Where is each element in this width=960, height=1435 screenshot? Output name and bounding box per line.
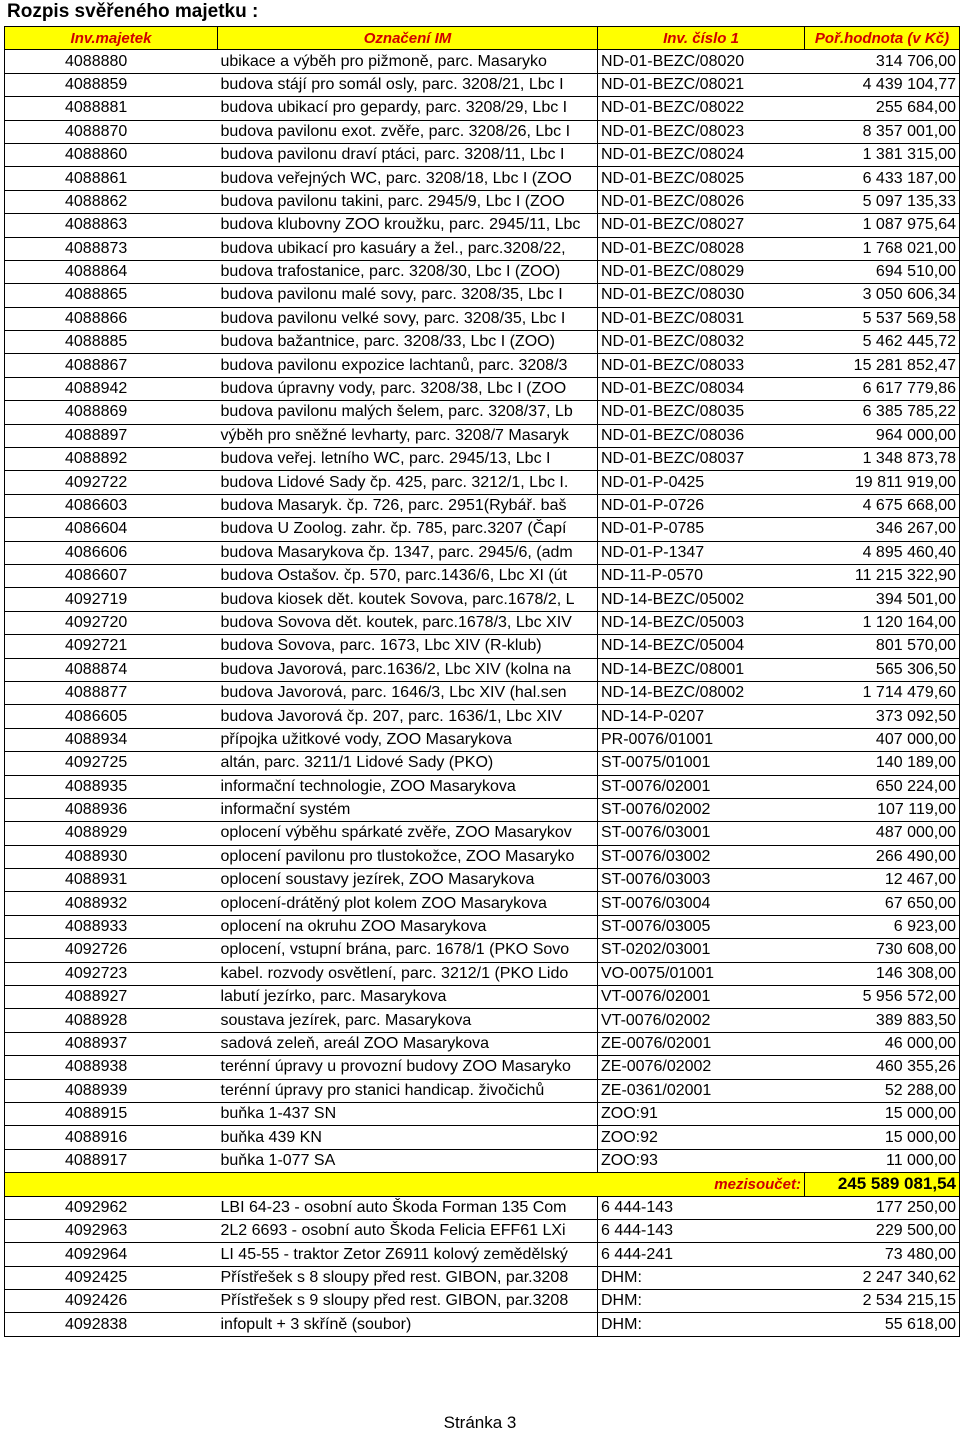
inv-majetek-cell: 4088864 (5, 260, 218, 283)
table-row (5, 1079, 960, 1102)
inv-majetek-cell: 4088936 (5, 798, 218, 821)
inv-cislo-cell: ND-01-P-0726 (598, 494, 805, 517)
oznaceni-cell: budova Masaryk. čp. 726, parc. 2951(Rybář. baš (218, 494, 598, 517)
inv-majetek-cell: 4092964 (5, 1243, 218, 1266)
hodnota-cell: 1 381 315,00 (805, 143, 960, 166)
oznaceni-cell: kabel. rozvody osvětlení, parc. 3212/1 (PKO Lido (218, 962, 598, 985)
inv-majetek-cell: 4088892 (5, 448, 218, 471)
inv-cislo-cell: ND-01-BEZC/08033 (598, 354, 805, 377)
inv-cislo-cell: ZE-0076/02002 (598, 1056, 805, 1079)
table-row (5, 962, 960, 985)
oznaceni-cell: budova Ostašov. čp. 570, parc.1436/6, Lbc XI (út (218, 564, 598, 587)
inv-cislo-cell: ND-14-BEZC/08002 (598, 681, 805, 704)
col-header-inv-majetek: Inv.majetek (5, 27, 218, 50)
inv-cislo-cell: ZOO:91 (598, 1102, 805, 1125)
table-row (5, 214, 960, 237)
table-row (5, 167, 960, 190)
inv-majetek-cell: 4092722 (5, 471, 218, 494)
inv-cislo-cell: ST-0076/02001 (598, 775, 805, 798)
inv-majetek-cell: 4086604 (5, 518, 218, 541)
oznaceni-cell: infopult + 3 skříně (soubor) (218, 1313, 598, 1336)
table-row (5, 284, 960, 307)
oznaceni-cell: oplocení-drátěný plot kolem ZOO Masarykova (218, 892, 598, 915)
inv-cislo-cell: ND-01-BEZC/08029 (598, 260, 805, 283)
table-row (5, 73, 960, 96)
oznaceni-cell: informační systém (218, 798, 598, 821)
inv-majetek-cell: 4092426 (5, 1290, 218, 1313)
table-row (5, 611, 960, 634)
oznaceni-cell: budova pavilonu exot. zvěře, parc. 3208/26, Lbc I (218, 120, 598, 143)
hodnota-cell: 52 288,00 (805, 1079, 960, 1102)
inv-majetek-cell: 4088880 (5, 50, 218, 73)
inv-cislo-cell: ND-01-BEZC/08026 (598, 190, 805, 213)
inv-cislo-cell: ND-01-P-1347 (598, 541, 805, 564)
oznaceni-cell: budova stájí pro somál osly, parc. 3208/21, Lbc I (218, 73, 598, 96)
inv-majetek-cell: 4088862 (5, 190, 218, 213)
inv-cislo-cell: DHM: (598, 1266, 805, 1289)
inv-cislo-cell: ND-01-BEZC/08037 (598, 448, 805, 471)
table-row (5, 448, 960, 471)
inv-majetek-cell: 4088885 (5, 331, 218, 354)
oznaceni-cell: budova Lidové Sady čp. 425, parc. 3212/1, Lbc I. (218, 471, 598, 494)
table-row (5, 986, 960, 1009)
inv-cislo-cell: ND-01-BEZC/08035 (598, 401, 805, 424)
hodnota-cell: 407 000,00 (805, 728, 960, 751)
hodnota-cell: 6 433 187,00 (805, 167, 960, 190)
inv-majetek-cell: 4088861 (5, 167, 218, 190)
inv-majetek-cell: 4088873 (5, 237, 218, 260)
hodnota-cell: 5 462 445,72 (805, 331, 960, 354)
inv-majetek-cell: 4092720 (5, 611, 218, 634)
table-row (5, 1290, 960, 1313)
table-row (5, 705, 960, 728)
inv-cislo-cell: ND-01-P-0785 (598, 518, 805, 541)
hodnota-cell: 12 467,00 (805, 869, 960, 892)
oznaceni-cell: budova Sovova dět. koutek, parc.1678/3, Lbc XIV (218, 611, 598, 634)
table-row (5, 494, 960, 517)
table-row (5, 354, 960, 377)
oznaceni-cell: budova veřej. letního WC, parc. 2945/13, Lbc I (218, 448, 598, 471)
hodnota-cell: 487 000,00 (805, 822, 960, 845)
inv-cislo-cell: ND-01-BEZC/08031 (598, 307, 805, 330)
table-row (5, 190, 960, 213)
hodnota-cell: 565 306,50 (805, 658, 960, 681)
oznaceni-cell: labutí jezírko, parc. Masarykova (218, 986, 598, 1009)
inv-cislo-cell: ST-0076/03001 (598, 822, 805, 845)
table-row (5, 120, 960, 143)
oznaceni-cell: budova ubikací pro gepardy, parc. 3208/29, Lbc I (218, 97, 598, 120)
table-row (5, 845, 960, 868)
inv-cislo-cell: VO-0075/01001 (598, 962, 805, 985)
inv-cislo-cell: ND-14-BEZC/08001 (598, 658, 805, 681)
oznaceni-cell: budova Javorová, parc.1636/2, Lbc XIV (kolna na (218, 658, 598, 681)
hodnota-cell: 229 500,00 (805, 1219, 960, 1242)
inv-cislo-cell: 6 444-241 (598, 1243, 805, 1266)
inv-majetek-cell: 4088865 (5, 284, 218, 307)
table-row (5, 1126, 960, 1149)
table-row (5, 869, 960, 892)
oznaceni-cell: oplocení výběhu spárkaté zvěře, ZOO Masarykov (218, 822, 598, 845)
table-row (5, 1266, 960, 1289)
table-row (5, 471, 960, 494)
oznaceni-cell: altán, parc. 3211/1 Lidové Sady (PKO) (218, 752, 598, 775)
table-row (5, 143, 960, 166)
oznaceni-cell: výběh pro sněžné levharty, parc. 3208/7 Masaryk (218, 424, 598, 447)
hodnota-cell: 5 956 572,00 (805, 986, 960, 1009)
inv-majetek-cell: 4092721 (5, 635, 218, 658)
inv-cislo-cell: 6 444-143 (598, 1196, 805, 1219)
hodnota-cell: 964 000,00 (805, 424, 960, 447)
inv-cislo-cell: ND-01-BEZC/08024 (598, 143, 805, 166)
oznaceni-cell: budova ubikací pro kasuáry a žel., parc.3208/22, (218, 237, 598, 260)
hodnota-cell: 801 570,00 (805, 635, 960, 658)
oznaceni-cell: ubikace a výběh pro pižmoně, parc. Masaryko (218, 50, 598, 73)
header-row (5, 27, 960, 50)
inv-majetek-cell: 4088934 (5, 728, 218, 751)
oznaceni-cell: budova Masarykova čp. 1347, parc. 2945/6, (adm (218, 541, 598, 564)
hodnota-cell: 15 000,00 (805, 1102, 960, 1125)
table-row (5, 237, 960, 260)
oznaceni-cell: budova pavilonu expozice lachtanů, parc. 3208/3 (218, 354, 598, 377)
inv-cislo-cell: 6 444-143 (598, 1219, 805, 1242)
oznaceni-cell: oplocení, vstupní brána, parc. 1678/1 (PKO Sovo (218, 939, 598, 962)
inv-cislo-cell: VT-0076/02002 (598, 1009, 805, 1032)
oznaceni-cell: oplocení soustavy jezírek, ZOO Masarykova (218, 869, 598, 892)
inv-cislo-cell: ZOO:92 (598, 1126, 805, 1149)
inv-majetek-cell: 4088869 (5, 401, 218, 424)
inv-cislo-cell: ND-01-BEZC/08032 (598, 331, 805, 354)
asset-table (4, 26, 960, 1337)
hodnota-cell: 5 097 135,33 (805, 190, 960, 213)
hodnota-cell: 11 215 322,90 (805, 564, 960, 587)
inv-cislo-cell: ND-01-BEZC/08036 (598, 424, 805, 447)
hodnota-cell: 389 883,50 (805, 1009, 960, 1032)
table-row (5, 424, 960, 447)
table-row (5, 1243, 960, 1266)
inv-cislo-cell: ST-0076/03003 (598, 869, 805, 892)
col-header-inv-cislo: Inv. číslo 1 (598, 27, 805, 50)
hodnota-cell: 4 895 460,40 (805, 541, 960, 564)
oznaceni-cell: budova U Zoolog. zahr. čp. 785, parc.3207 (Čapí (218, 518, 598, 541)
inv-cislo-cell: ST-0202/03001 (598, 939, 805, 962)
inv-majetek-cell: 4088916 (5, 1126, 218, 1149)
inv-cislo-cell: ND-14-P-0207 (598, 705, 805, 728)
subtotal-label: mezisoučet: (5, 1173, 805, 1196)
inv-cislo-cell: DHM: (598, 1313, 805, 1336)
table-row (5, 822, 960, 845)
inv-cislo-cell: ND-01-BEZC/08022 (598, 97, 805, 120)
hodnota-cell: 140 189,00 (805, 752, 960, 775)
hodnota-cell: 4 675 668,00 (805, 494, 960, 517)
inv-majetek-cell: 4088942 (5, 377, 218, 400)
col-header-por-hodnota: Poř.hodnota (v Kč) (805, 27, 960, 50)
inv-majetek-cell: 4086603 (5, 494, 218, 517)
oznaceni-cell: buňka 439 KN (218, 1126, 598, 1149)
hodnota-cell: 5 537 569,58 (805, 307, 960, 330)
hodnota-cell: 6 923,00 (805, 915, 960, 938)
inv-cislo-cell: ZE-0076/02001 (598, 1032, 805, 1055)
inv-majetek-cell: 4088863 (5, 214, 218, 237)
col-header-oznaceni: Označení IM (218, 27, 598, 50)
inv-majetek-cell: 4092726 (5, 939, 218, 962)
inv-majetek-cell: 4088877 (5, 681, 218, 704)
inv-majetek-cell: 4092725 (5, 752, 218, 775)
hodnota-cell: 266 490,00 (805, 845, 960, 868)
hodnota-cell: 73 480,00 (805, 1243, 960, 1266)
oznaceni-cell: Přístřešek s 8 sloupy před rest. GIBON, par.3208 (218, 1266, 598, 1289)
oznaceni-cell: terénní úpravy pro stanici handicap. živočichů (218, 1079, 598, 1102)
table-row (5, 588, 960, 611)
inv-majetek-cell: 4088932 (5, 892, 218, 915)
hodnota-cell: 1 348 873,78 (805, 448, 960, 471)
inv-cislo-cell: ND-01-BEZC/08034 (598, 377, 805, 400)
oznaceni-cell: budova klubovny ZOO kroužku, parc. 2945/11, Lbc (218, 214, 598, 237)
hodnota-cell: 373 092,50 (805, 705, 960, 728)
hodnota-cell: 19 811 919,00 (805, 471, 960, 494)
oznaceni-cell: budova bažantnice, parc. 3208/33, Lbc I (ZOO) (218, 331, 598, 354)
inv-cislo-cell: ZE-0361/02001 (598, 1079, 805, 1102)
inv-cislo-cell: ND-01-BEZC/08027 (598, 214, 805, 237)
subtotal-row (5, 1173, 960, 1196)
table-row (5, 681, 960, 704)
oznaceni-cell: budova veřejných WC, parc. 3208/18, Lbc I (ZOO (218, 167, 598, 190)
inv-cislo-cell: ST-0075/01001 (598, 752, 805, 775)
table-row (5, 798, 960, 821)
inv-majetek-cell: 4088939 (5, 1079, 218, 1102)
hodnota-cell: 177 250,00 (805, 1196, 960, 1219)
inv-majetek-cell: 4088938 (5, 1056, 218, 1079)
oznaceni-cell: budova pavilonu takini, parc. 2945/9, Lbc I (ZOO (218, 190, 598, 213)
table-row (5, 1009, 960, 1032)
inv-majetek-cell: 4088931 (5, 869, 218, 892)
inv-majetek-cell: 4088928 (5, 1009, 218, 1032)
hodnota-cell: 1 120 164,00 (805, 611, 960, 634)
hodnota-cell: 650 224,00 (805, 775, 960, 798)
hodnota-cell: 11 000,00 (805, 1149, 960, 1172)
inv-majetek-cell: 4092963 (5, 1219, 218, 1242)
inv-cislo-cell: ND-01-BEZC/08021 (598, 73, 805, 96)
inv-majetek-cell: 4088874 (5, 658, 218, 681)
oznaceni-cell: budova pavilonu malých šelem, parc. 3208/37, Lb (218, 401, 598, 424)
inv-cislo-cell: VT-0076/02001 (598, 986, 805, 1009)
inv-majetek-cell: 4092838 (5, 1313, 218, 1336)
page-footer: Stránka 3 (443, 1413, 517, 1432)
table-row (5, 1032, 960, 1055)
table-row (5, 541, 960, 564)
inv-cislo-cell: ZOO:93 (598, 1149, 805, 1172)
inv-majetek-cell: 4088933 (5, 915, 218, 938)
table-row (5, 1056, 960, 1079)
oznaceni-cell: buňka 1-077 SA (218, 1149, 598, 1172)
table-row (5, 1149, 960, 1172)
hodnota-cell: 2 534 215,15 (805, 1290, 960, 1313)
hodnota-cell: 3 050 606,34 (805, 284, 960, 307)
table-row (5, 1102, 960, 1125)
inv-cislo-cell: ST-0076/02002 (598, 798, 805, 821)
oznaceni-cell: budova pavilonu draví ptáci, parc. 3208/11, Lbc I (218, 143, 598, 166)
table-row (5, 377, 960, 400)
inv-majetek-cell: 4088859 (5, 73, 218, 96)
oznaceni-cell: budova úpravny vody, parc. 3208/38, Lbc I (ZOO (218, 377, 598, 400)
oznaceni-cell: budova pavilonu malé sovy, parc. 3208/35, Lbc I (218, 284, 598, 307)
hodnota-cell: 1 087 975,64 (805, 214, 960, 237)
table-row (5, 728, 960, 751)
inv-cislo-cell: ND-14-BEZC/05003 (598, 611, 805, 634)
inv-majetek-cell: 4088867 (5, 354, 218, 377)
inv-majetek-cell: 4088937 (5, 1032, 218, 1055)
table-row (5, 658, 960, 681)
hodnota-cell: 15 281 852,47 (805, 354, 960, 377)
inv-majetek-cell: 4088935 (5, 775, 218, 798)
oznaceni-cell: budova Javorová, parc. 1646/3, Lbc XIV (hal.sen (218, 681, 598, 704)
table-row (5, 915, 960, 938)
hodnota-cell: 730 608,00 (805, 939, 960, 962)
hodnota-cell: 394 501,00 (805, 588, 960, 611)
hodnota-cell: 6 385 785,22 (805, 401, 960, 424)
oznaceni-cell: terénní úpravy u provozní budovy ZOO Masaryko (218, 1056, 598, 1079)
oznaceni-cell: oplocení pavilonu pro tlustokožce, ZOO Masaryko (218, 845, 598, 868)
inv-cislo-cell: ND-14-BEZC/05002 (598, 588, 805, 611)
inv-cislo-cell: ND-14-BEZC/05004 (598, 635, 805, 658)
inv-majetek-cell: 4092962 (5, 1196, 218, 1219)
hodnota-cell: 4 439 104,77 (805, 73, 960, 96)
inv-cislo-cell: ND-01-BEZC/08025 (598, 167, 805, 190)
hodnota-cell: 8 357 001,00 (805, 120, 960, 143)
inv-majetek-cell: 4088881 (5, 97, 218, 120)
inv-majetek-cell: 4088915 (5, 1102, 218, 1125)
table-row (5, 518, 960, 541)
oznaceni-cell: budova trafostanice, parc. 3208/30, Lbc I (ZOO) (218, 260, 598, 283)
oznaceni-cell: LI 45-55 - traktor Zetor Z6911 kolový zemědělský (218, 1243, 598, 1266)
table-row (5, 939, 960, 962)
inv-cislo-cell: ND-01-BEZC/08023 (598, 120, 805, 143)
oznaceni-cell: soustava jezírek, parc. Masarykova (218, 1009, 598, 1032)
inv-majetek-cell: 4092425 (5, 1266, 218, 1289)
inv-majetek-cell: 4088860 (5, 143, 218, 166)
inv-cislo-cell: ND-01-BEZC/08020 (598, 50, 805, 73)
hodnota-cell: 55 618,00 (805, 1313, 960, 1336)
table-row (5, 752, 960, 775)
table-row (5, 1313, 960, 1336)
oznaceni-cell: LBI 64-23 - osobní auto Škoda Forman 135 Com (218, 1196, 598, 1219)
inv-cislo-cell: DHM: (598, 1290, 805, 1313)
oznaceni-cell: budova Javorová čp. 207, parc. 1636/1, Lbc XIV (218, 705, 598, 728)
table-row (5, 401, 960, 424)
table-row (5, 564, 960, 587)
oznaceni-cell: sadová zeleň, areál ZOO Masarykova (218, 1032, 598, 1055)
inv-cislo-cell: ND-11-P-0570 (598, 564, 805, 587)
hodnota-cell: 1 714 479,60 (805, 681, 960, 704)
table-body (5, 50, 960, 1336)
inv-majetek-cell: 4092723 (5, 962, 218, 985)
hodnota-cell: 6 617 779,86 (805, 377, 960, 400)
table-row (5, 260, 960, 283)
inv-majetek-cell: 4086607 (5, 564, 218, 587)
oznaceni-cell: 2L2 6693 - osobní auto Škoda Felicia EFF61 LXi (218, 1219, 598, 1242)
inv-majetek-cell: 4088917 (5, 1149, 218, 1172)
hodnota-cell: 146 308,00 (805, 962, 960, 985)
table-row (5, 50, 960, 73)
oznaceni-cell: oplocení na okruhu ZOO Masarykova (218, 915, 598, 938)
hodnota-cell: 346 267,00 (805, 518, 960, 541)
inv-majetek-cell: 4092719 (5, 588, 218, 611)
inv-cislo-cell: ND-01-BEZC/08028 (598, 237, 805, 260)
hodnota-cell: 460 355,26 (805, 1056, 960, 1079)
oznaceni-cell: budova kiosek dět. koutek Sovova, parc.1678/2, L (218, 588, 598, 611)
subtotal-value: 245 589 081,54 (805, 1173, 960, 1196)
table-row (5, 892, 960, 915)
hodnota-cell: 255 684,00 (805, 97, 960, 120)
inv-majetek-cell: 4088866 (5, 307, 218, 330)
hodnota-cell: 46 000,00 (805, 1032, 960, 1055)
oznaceni-cell: Přístřešek s 9 sloupy před rest. GIBON, par.3208 (218, 1290, 598, 1313)
table-row (5, 1219, 960, 1242)
inv-cislo-cell: ND-01-BEZC/08030 (598, 284, 805, 307)
hodnota-cell: 67 650,00 (805, 892, 960, 915)
page-title: Rozpis svěřeného majetku : (7, 1, 259, 22)
inv-cislo-cell: ST-0076/03005 (598, 915, 805, 938)
hodnota-cell: 314 706,00 (805, 50, 960, 73)
oznaceni-cell: budova pavilonu velké sovy, parc. 3208/35, Lbc I (218, 307, 598, 330)
hodnota-cell: 2 247 340,62 (805, 1266, 960, 1289)
inv-majetek-cell: 4088870 (5, 120, 218, 143)
inv-cislo-cell: ST-0076/03004 (598, 892, 805, 915)
oznaceni-cell: budova Sovova, parc. 1673, Lbc XIV (R-klub) (218, 635, 598, 658)
inv-majetek-cell: 4088929 (5, 822, 218, 845)
inv-cislo-cell: PR-0076/01001 (598, 728, 805, 751)
inv-cislo-cell: ST-0076/03002 (598, 845, 805, 868)
hodnota-cell: 1 768 021,00 (805, 237, 960, 260)
inv-majetek-cell: 4088897 (5, 424, 218, 447)
table-row (5, 635, 960, 658)
table-row (5, 1196, 960, 1219)
table-row (5, 331, 960, 354)
oznaceni-cell: informační technologie, ZOO Masarykova (218, 775, 598, 798)
inv-majetek-cell: 4086606 (5, 541, 218, 564)
table-row (5, 775, 960, 798)
table-row (5, 97, 960, 120)
hodnota-cell: 15 000,00 (805, 1126, 960, 1149)
hodnota-cell: 694 510,00 (805, 260, 960, 283)
table-row (5, 307, 960, 330)
oznaceni-cell: buňka 1-437 SN (218, 1102, 598, 1125)
inv-majetek-cell: 4086605 (5, 705, 218, 728)
hodnota-cell: 107 119,00 (805, 798, 960, 821)
oznaceni-cell: přípojka užitkové vody, ZOO Masarykova (218, 728, 598, 751)
inv-majetek-cell: 4088927 (5, 986, 218, 1009)
inv-majetek-cell: 4088930 (5, 845, 218, 868)
inv-cislo-cell: ND-01-P-0425 (598, 471, 805, 494)
